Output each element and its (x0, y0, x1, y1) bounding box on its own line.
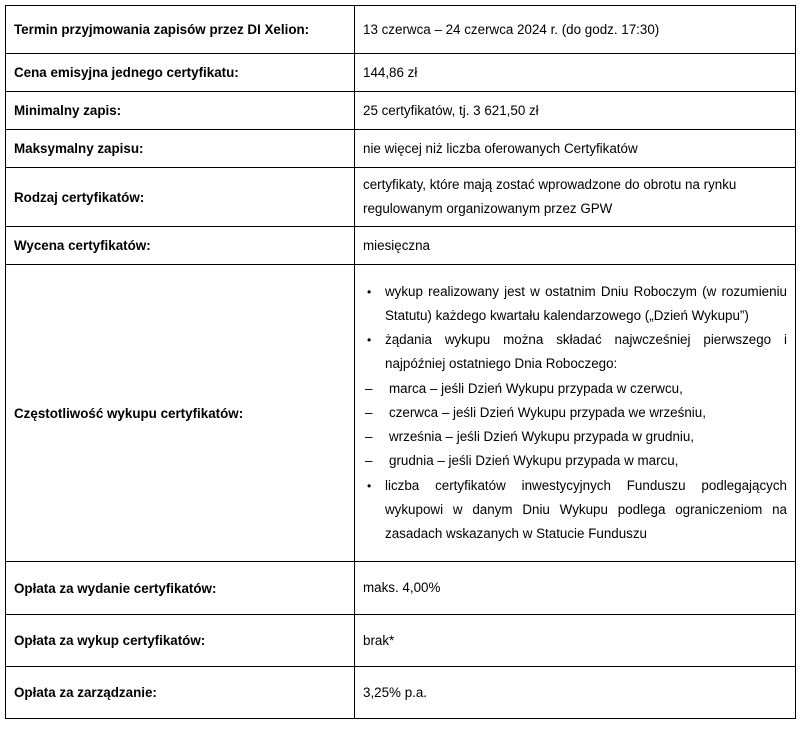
bullet-icon: • (367, 284, 372, 299)
table-row-redemption-frequency (6, 265, 796, 562)
row-label: Rodzaj certyfikatów: (6, 168, 355, 227)
table-row-redemption-fee (6, 615, 796, 667)
row-value: maks. 4,00% (355, 562, 796, 615)
table-row-issue-price (6, 54, 796, 92)
row-label: Cena emisyjna jednego certyfikatu: (6, 54, 355, 92)
row-value: 13 czerwca – 24 czerwca 2024 r. (do godz. 17:30) (355, 6, 796, 54)
table-row-certificate-type (6, 168, 796, 227)
table-row-management-fee (6, 667, 796, 719)
list-item (363, 401, 787, 425)
row-value (355, 265, 796, 562)
table-row-maximum-subscription (6, 130, 796, 168)
row-value: 3,25% p.a. (355, 667, 796, 719)
row-label: Opłata za wykup certyfikatów: (6, 615, 355, 667)
table-row-subscription-period (6, 6, 796, 54)
list-item-text: czerwca – jeśli Dzień Wykupu przypada we wrześniu, (389, 404, 706, 420)
bullet-list (363, 280, 787, 546)
list-item (363, 377, 787, 401)
row-value: brak* (355, 615, 796, 667)
list-item-text: wykup realizowany jest w ostatnim Dniu Roboczym (w rozumieniu Statutu) każdego kwartału kalendarzowego („Dzień Wykupu”) (385, 283, 787, 324)
table-row-issue-fee (6, 562, 796, 615)
list-item-text: września – jeśli Dzień Wykupu przypada w grudniu, (389, 429, 695, 445)
bullet-icon: • (367, 478, 372, 493)
list-item-text: grudnia – jeśli Dzień Wykupu przypada w marcu, (389, 453, 679, 469)
dash-icon: – (365, 453, 373, 469)
row-label: Maksymalny zapisu: (6, 130, 355, 168)
row-value: 144,86 zł (355, 54, 796, 92)
row-value: miesięczna (355, 227, 796, 265)
row-label: Opłata za wydanie certyfikatów: (6, 562, 355, 615)
row-label: Wycena certyfikatów: (6, 227, 355, 265)
list-item (363, 280, 787, 328)
row-label: Termin przyjmowania zapisów przez DI Xelion: (6, 6, 355, 54)
row-label: Minimalny zapis: (6, 92, 355, 130)
offer-terms-table (5, 5, 796, 719)
table-row-minimum-subscription (6, 92, 796, 130)
row-label: Częstotliwość wykupu certyfikatów: (6, 265, 355, 562)
list-item (363, 474, 787, 547)
list-item-text: marca – jeśli Dzień Wykupu przypada w czerwcu, (389, 380, 683, 396)
row-label: Opłata za zarządzanie: (6, 667, 355, 719)
dash-icon: – (365, 404, 373, 420)
list-item (363, 449, 787, 473)
bullet-icon: • (367, 333, 372, 348)
list-item-text: liczba certyfikatów inwestycyjnych Funduszu podlegających wykupowi w danym Dniu Wykupu podlega ograniczeniom na zasadach wskazanych w Statucie Funduszu (385, 477, 787, 541)
row-value: nie więcej niż liczba oferowanych Certyfikatów (355, 130, 796, 168)
dash-icon: – (365, 380, 373, 396)
list-item (363, 425, 787, 449)
list-item (363, 328, 787, 473)
dash-list (365, 377, 787, 474)
table-row-valuation (6, 227, 796, 265)
row-value: 25 certyfikatów, tj. 3 621,50 zł (355, 92, 796, 130)
dash-icon: – (365, 429, 373, 445)
list-item-text: żądania wykupu można składać najwcześniej pierwszego i najpóźniej ostatniego Dnia Roboczego: (385, 332, 787, 372)
row-value: certyfikaty, które mają zostać wprowadzone do obrotu na rynku regulowanym organizowanym przez GPW (355, 168, 796, 227)
